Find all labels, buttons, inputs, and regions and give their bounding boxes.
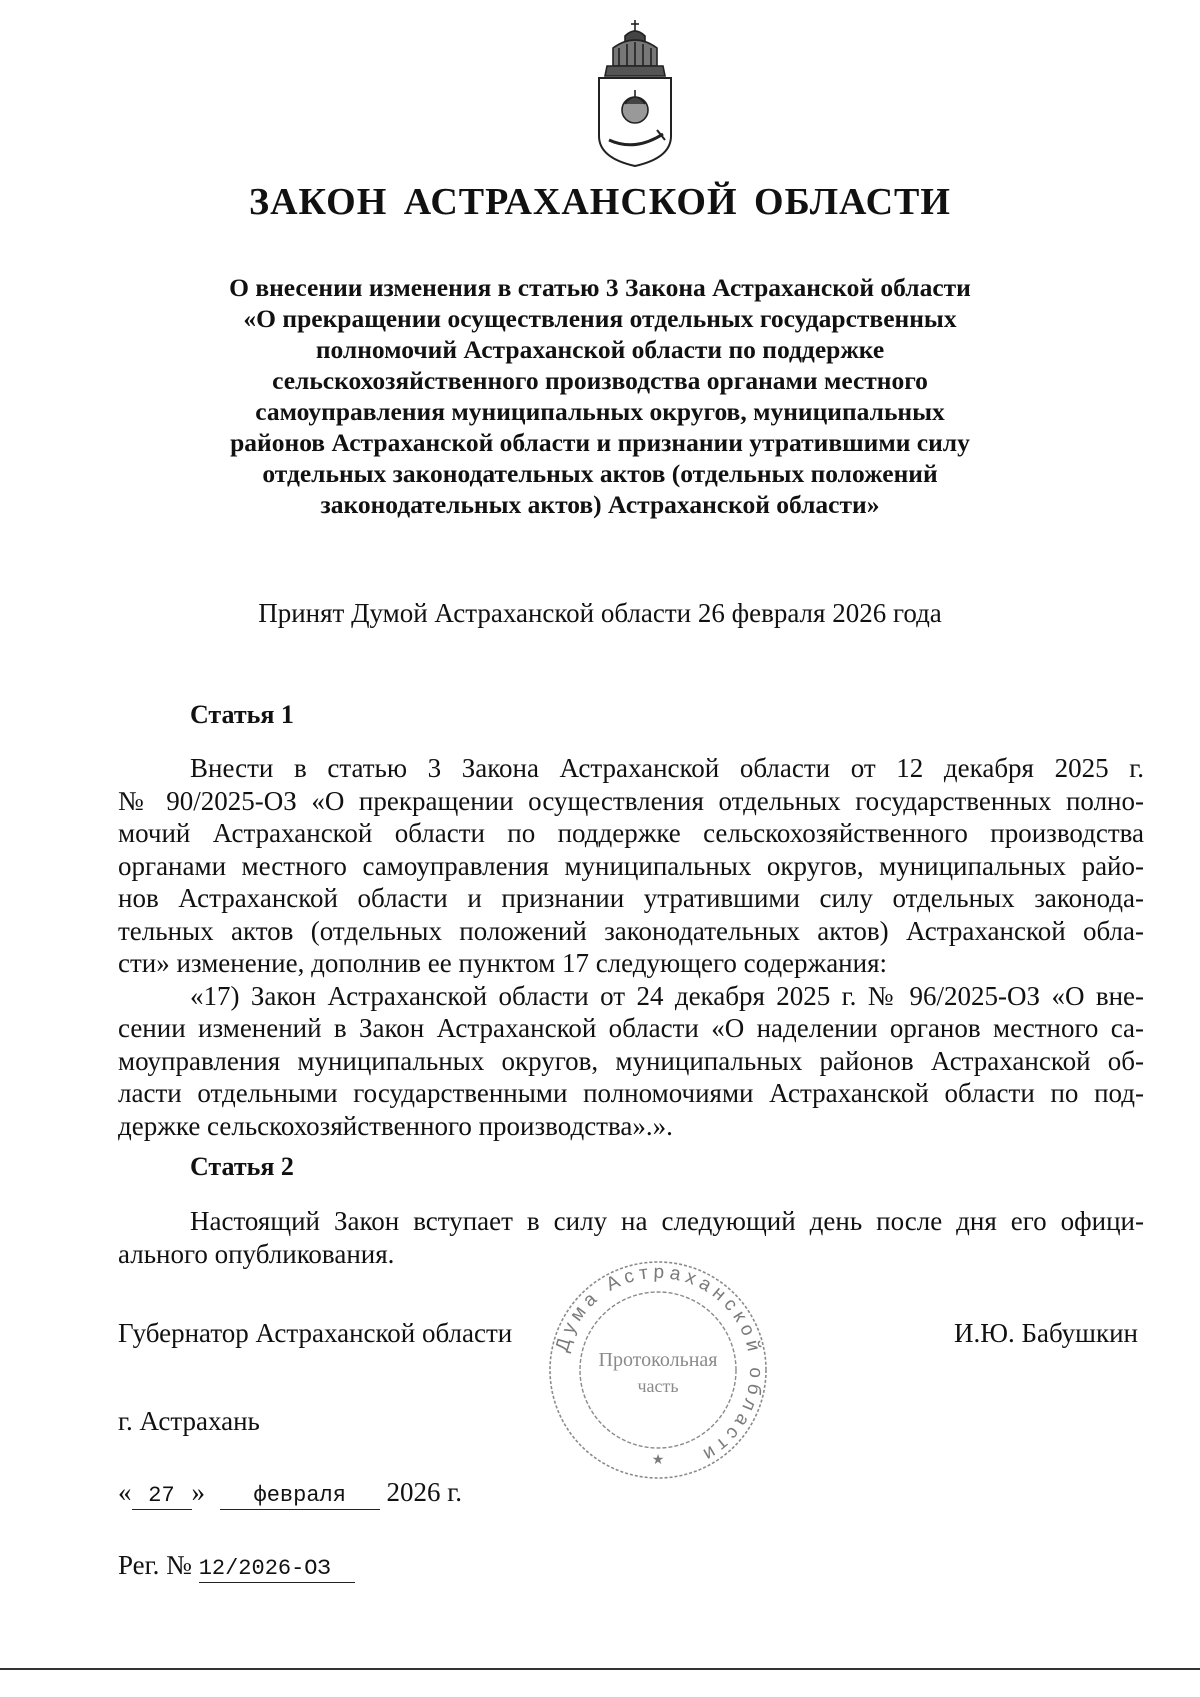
footer-divider [0, 1668, 1200, 1670]
subject-line: О внесении изменения в статью 3 Закона Астраханской области [229, 273, 971, 302]
article-1-line: сении изменений в Закон Астраханской области «О наделении органов местного са- [118, 1013, 1144, 1043]
date-year: 2026 г. [386, 1477, 463, 1507]
date-close-quote: » [191, 1477, 205, 1507]
subject-line: «О прекращении осуществления отдельных государственных [243, 304, 957, 333]
signatory-name: И.Ю. Бабушкин [953, 1318, 1138, 1348]
article-1-line: органами местного самоуправления муниципальных округов, муниципальных райо- [118, 850, 1144, 881]
signatory-position: Губернатор Астраханской области [118, 1318, 513, 1348]
article-1-line: нов Астраханской области и признании утратившими силу отдельных законода- [118, 883, 1144, 913]
law-title: ЗАКОН АСТРАХАНСКОЙ ОБЛАСТИ [249, 181, 951, 223]
date-open-quote: « [118, 1477, 132, 1507]
article-1-line: № 90/2025-ОЗ «О прекращении осуществления отдельных государственных полно- [118, 785, 1144, 816]
article-1-line: держке сельскохозяйственного производства».». [118, 1110, 673, 1141]
date-day: 27 [132, 1483, 192, 1510]
article-1-heading: Статья 1 [190, 700, 294, 729]
registration-label: Рег. № [118, 1550, 192, 1580]
article-2-heading: Статья 2 [190, 1152, 294, 1181]
subject-line: полномочий Астраханской области по поддержке [315, 335, 885, 364]
registration-value: 12/2026-ОЗ [199, 1556, 355, 1583]
article-1-line: ласти отдельными государственными полномочиями Астраханской области по под- [118, 1078, 1144, 1108]
article-1-line: тельных актов (отдельных положений законодательных актов) Астраханской обла- [118, 915, 1144, 946]
subject-line: законодательных актов) Астраханской области» [320, 490, 880, 519]
stamp-ring-text: Дума Астраханской области [551, 1261, 767, 1468]
article-1-line: Внести в статью 3 Закона Астраханской области от 12 декабря 2025 г. [190, 753, 1144, 783]
subject-line: самоуправления муниципальных округов, муниципальных [255, 397, 945, 426]
article-2-line: Настоящий Закон вступает в силу на следующий день после дня его офици- [190, 1206, 1144, 1236]
coat-of-arms-emblem [585, 18, 685, 168]
stamp-center-line: Протокольная [598, 1349, 718, 1371]
article-1-line: моуправления муниципальных округов, муниципальных районов Астраханской об- [118, 1045, 1144, 1076]
subject-line: районов Астраханской области и признании утратившими силу [230, 428, 970, 457]
article-1-line: мочий Астраханской области по поддержке сельскохозяйственного производства [118, 818, 1144, 848]
signing-date [118, 1477, 462, 1510]
registration-number [118, 1550, 355, 1583]
subject-line: сельскохозяйственного производства органами местного [272, 366, 928, 395]
place-of-signing: г. Астрахань [118, 1406, 260, 1436]
stamp-star-icon: ★ [651, 1451, 665, 1467]
subject-line: отдельных законодательных актов (отдельных положений [262, 459, 938, 488]
article-1-text [118, 752, 1144, 1142]
stamp-center-line: часть [637, 1376, 679, 1396]
official-stamp [546, 1258, 770, 1482]
law-subject [200, 272, 1000, 520]
article-1-line: сти» изменение, дополнив ее пунктом 17 следующего содержания: [118, 948, 887, 978]
date-month: февраля [220, 1483, 380, 1510]
article-1-line: «17) Закон Астраханской области от 24 декабря 2025 г. № 96/2025-ОЗ «О вне- [190, 980, 1144, 1011]
article-2-line: ального опубликования. [118, 1238, 395, 1269]
adoption-line: Принят Думой Астраханской области 26 февраля 2026 года [258, 598, 942, 628]
